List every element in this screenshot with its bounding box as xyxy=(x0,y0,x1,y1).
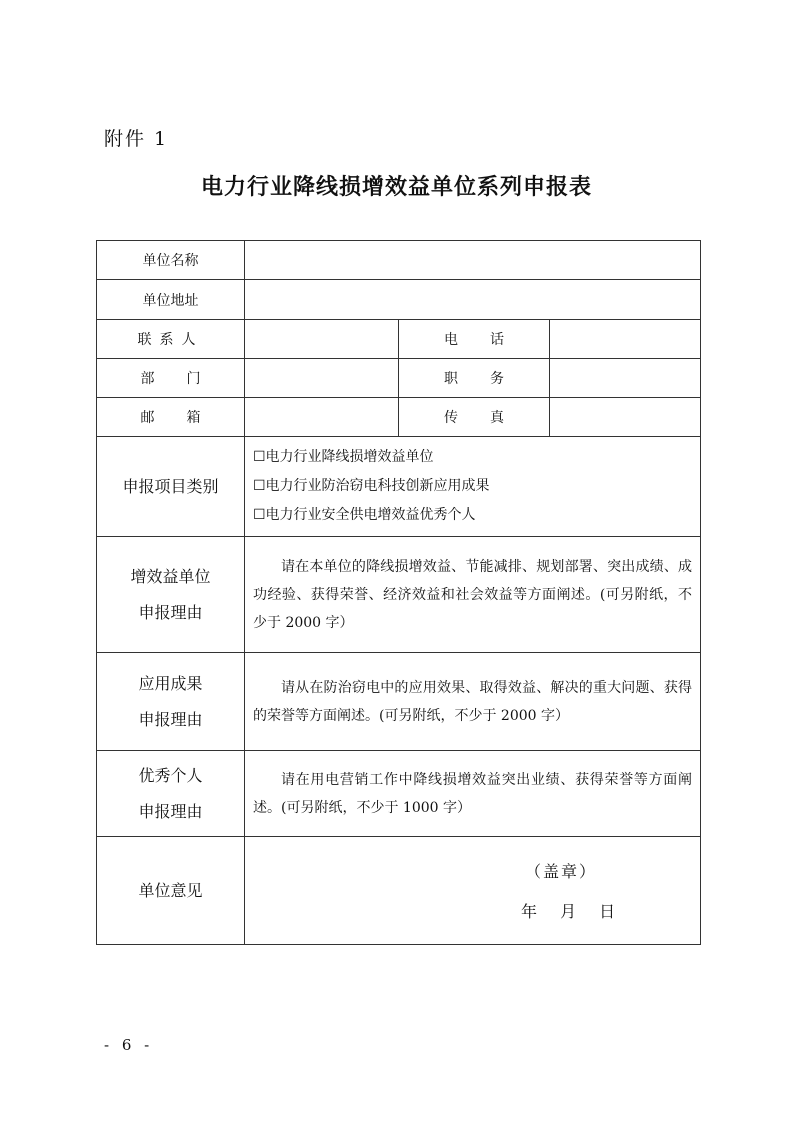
date-text: 年 月 日 xyxy=(521,902,616,921)
category-option-result[interactable]: ☐电力行业防治窃电科技创新应用成果 xyxy=(253,478,490,494)
fax-label: 传真 xyxy=(399,398,550,437)
seal-text: （盖章） xyxy=(525,862,598,881)
category-option-person[interactable]: ☐电力行业安全供电增效益优秀个人 xyxy=(253,507,476,523)
unit-reason-field[interactable]: 请在本单位的降线损增效益、节能减排、规划部署、突出成绩、成功经验、获得荣誉、经济效益和社会效益等方面阐述。(可另附纸，不少于 2000 字） xyxy=(245,537,701,653)
email-label: 邮箱 xyxy=(97,398,245,437)
unit-name-field[interactable] xyxy=(245,241,701,280)
unit-reason-label: 增效益单位 申报理由 xyxy=(97,537,245,653)
attachment-label: 附件 1 xyxy=(104,128,169,150)
position-label: 职务 xyxy=(399,359,550,398)
fax-field[interactable] xyxy=(550,398,701,437)
opinion-field[interactable] xyxy=(245,837,701,945)
category-label: 申报项目类别 xyxy=(97,437,245,537)
department-field[interactable] xyxy=(245,359,399,398)
position-field[interactable] xyxy=(550,359,701,398)
contact-label: 联系人 xyxy=(97,320,245,359)
phone-label: 电话 xyxy=(399,320,550,359)
result-reason-label: 应用成果 申报理由 xyxy=(97,653,245,751)
category-options xyxy=(245,437,701,537)
department-label: 部门 xyxy=(97,359,245,398)
result-reason-field[interactable]: 请从在防治窃电中的应用效果、取得效益、解决的重大问题、获得的荣誉等方面阐述。(可另附纸，不少于 2000 字） xyxy=(245,653,701,751)
category-option-unit[interactable]: ☐电力行业降线损增效益单位 xyxy=(253,449,434,465)
person-reason-field[interactable]: 请在用电营销工作中降线损增效益突出业绩、获得荣誉等方面阐述。(可另附纸，不少于 1000 字） xyxy=(245,751,701,837)
application-form-table xyxy=(96,240,701,945)
unit-name-label: 单位名称 xyxy=(97,241,245,280)
contact-field[interactable] xyxy=(245,320,399,359)
opinion-label: 单位意见 xyxy=(97,837,245,945)
email-field[interactable] xyxy=(245,398,399,437)
phone-field[interactable] xyxy=(550,320,701,359)
person-reason-label: 优秀个人 申报理由 xyxy=(97,751,245,837)
unit-address-label: 单位地址 xyxy=(97,280,245,320)
form-title: 电力行业降线损增效益单位系列申报表 xyxy=(200,175,592,200)
page-number: - 6 - xyxy=(104,1036,154,1054)
unit-address-field[interactable] xyxy=(245,280,701,320)
